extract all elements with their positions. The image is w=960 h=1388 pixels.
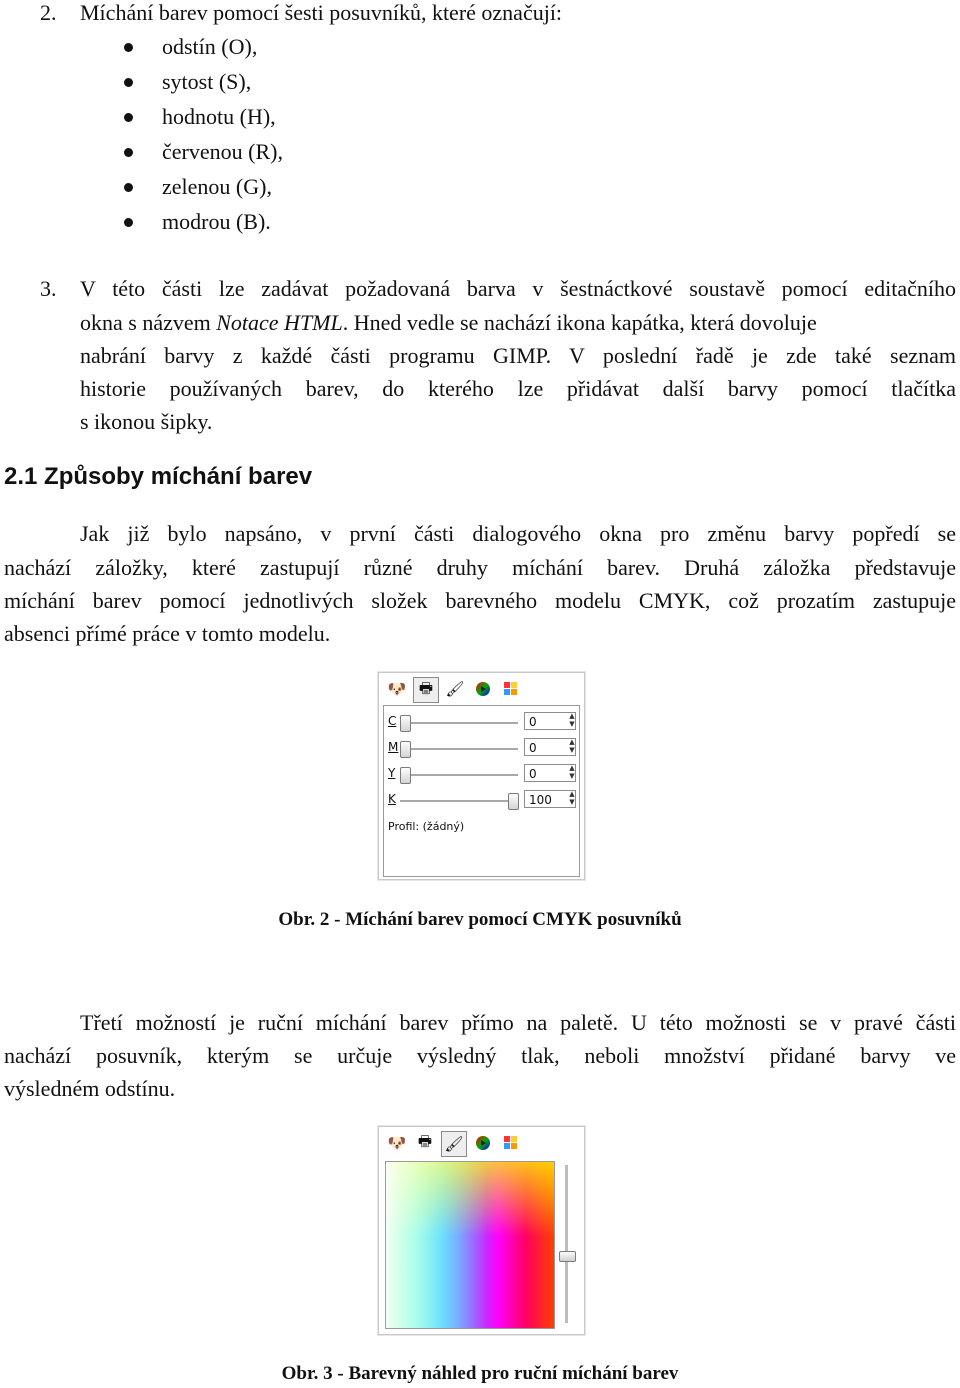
- brush-icon[interactable]: 🖌: [441, 1131, 467, 1157]
- channel-label: M: [388, 740, 399, 754]
- bullet: [124, 113, 133, 122]
- gimp-wilber-icon[interactable]: 🐶: [387, 680, 407, 698]
- c-slider[interactable]: [400, 722, 518, 724]
- y-value-input[interactable]: 0: [524, 764, 576, 782]
- paragraph-line: historie používaných barev, do kterého lze přidávat další barvy pomocí tlačítka: [80, 376, 956, 401]
- cmyk-screenshot: [378, 672, 585, 880]
- section-heading: 2.1 Způsoby míchání barev: [4, 463, 313, 490]
- list-item: hodnotu (H),: [162, 104, 276, 129]
- paragraph-line: nachází záložky, které zastupují různé druhy míchání barev. Druhá záložka představuje: [4, 555, 956, 580]
- bullet: [124, 218, 133, 227]
- paragraph-line: okna s názvem Notace HTML. Hned vedle se nachází ikona kapátka, která dovoluje: [80, 310, 817, 335]
- color-wheel-icon[interactable]: [471, 677, 495, 701]
- paragraph-line: absenci přímé práce v tomto modelu.: [4, 621, 331, 646]
- m-slider[interactable]: [400, 748, 518, 750]
- list-item: odstín (O),: [162, 34, 258, 59]
- k-slider-handle[interactable]: [508, 793, 519, 810]
- printer-icon[interactable]: 🖶: [417, 1131, 433, 1150]
- spin-arrows-icon[interactable]: ▲ ▼: [569, 790, 575, 806]
- palette-icon[interactable]: [499, 1131, 523, 1155]
- bullet: [124, 78, 133, 87]
- paragraph-line: výsledném odstínu.: [4, 1076, 176, 1101]
- list-item: modrou (B).: [162, 209, 271, 234]
- list-item: červenou (R),: [162, 139, 283, 164]
- channel-label: Y: [388, 766, 396, 780]
- channel-label: K: [388, 792, 396, 806]
- paragraph-line: míchání barev pomocí jednotlivých složek barevného modelu CMYK, což prozatím zastupuje: [4, 588, 956, 613]
- y-slider-handle[interactable]: [400, 767, 411, 784]
- list-intro: Míchání barev pomocí šesti posuvníků, které označují:: [80, 0, 563, 25]
- spin-arrows-icon[interactable]: ▲ ▼: [569, 738, 575, 754]
- k-slider[interactable]: [400, 800, 518, 802]
- k-value-input[interactable]: 100: [524, 790, 576, 808]
- paragraph-line: s ikonou šipky.: [80, 409, 213, 434]
- y-slider[interactable]: [400, 774, 518, 776]
- list-number: 3.: [40, 276, 57, 301]
- paragraph-line: Jak již bylo napsáno, v první části dialogového okna pro změnu barvy popředí se: [80, 521, 956, 546]
- c-value-input[interactable]: 0: [524, 712, 576, 730]
- color-wheel-icon[interactable]: [471, 1131, 495, 1155]
- gimp-wilber-icon[interactable]: 🐶: [387, 1134, 407, 1152]
- channel-label: C: [388, 714, 397, 728]
- spin-arrows-icon[interactable]: ▲ ▼: [569, 764, 575, 780]
- paragraph-line: V této části lze zadávat požadovaná barva v šestnáctkové soustavě pomocí editačního: [80, 276, 956, 301]
- list-item: sytost (S),: [162, 69, 252, 94]
- watercolor-screenshot: [378, 1126, 585, 1335]
- figure-caption: Obr. 3 - Barevný náhled pro ruční míchání barev: [281, 1363, 679, 1384]
- paragraph-line: nachází posuvník, kterým se určuje výsledný tlak, neboli množství přidané barvy ve: [4, 1043, 956, 1068]
- printer-icon[interactable]: 🖶: [413, 677, 439, 703]
- c-slider-handle[interactable]: [400, 715, 411, 732]
- bullet: [124, 148, 133, 157]
- paragraph-line: Třetí možností je ruční míchání barev přímo na paletě. U této možnosti se v pravé části: [80, 1010, 956, 1035]
- list-item: zelenou (G),: [162, 174, 272, 199]
- brush-icon[interactable]: 🖌: [445, 680, 465, 698]
- m-value-input[interactable]: 0: [524, 738, 576, 756]
- spin-arrows-icon[interactable]: ▲ ▼: [569, 712, 575, 728]
- bullet: [124, 43, 133, 52]
- tab-bar: [385, 677, 523, 703]
- palette-icon[interactable]: [499, 677, 523, 701]
- tab-bar: [385, 1131, 523, 1157]
- bullet: [124, 183, 133, 192]
- pressure-slider-handle[interactable]: [559, 1251, 576, 1262]
- paragraph-line: nabrání barvy z každé části programu GIMP. V poslední řadě je zde také seznam: [80, 343, 956, 368]
- emphasis-text: Notace HTML: [216, 310, 343, 335]
- cmyk-sliders-panel: [383, 705, 580, 877]
- m-slider-handle[interactable]: [400, 741, 411, 758]
- watercolor-palette[interactable]: [385, 1161, 555, 1329]
- figure-caption: Obr. 2 - Míchání barev pomocí CMYK posuvníků: [278, 909, 682, 930]
- list-number: 2.: [40, 0, 57, 25]
- color-profile-label: Profil: (žádný): [388, 820, 465, 833]
- pressure-slider[interactable]: [565, 1165, 568, 1323]
